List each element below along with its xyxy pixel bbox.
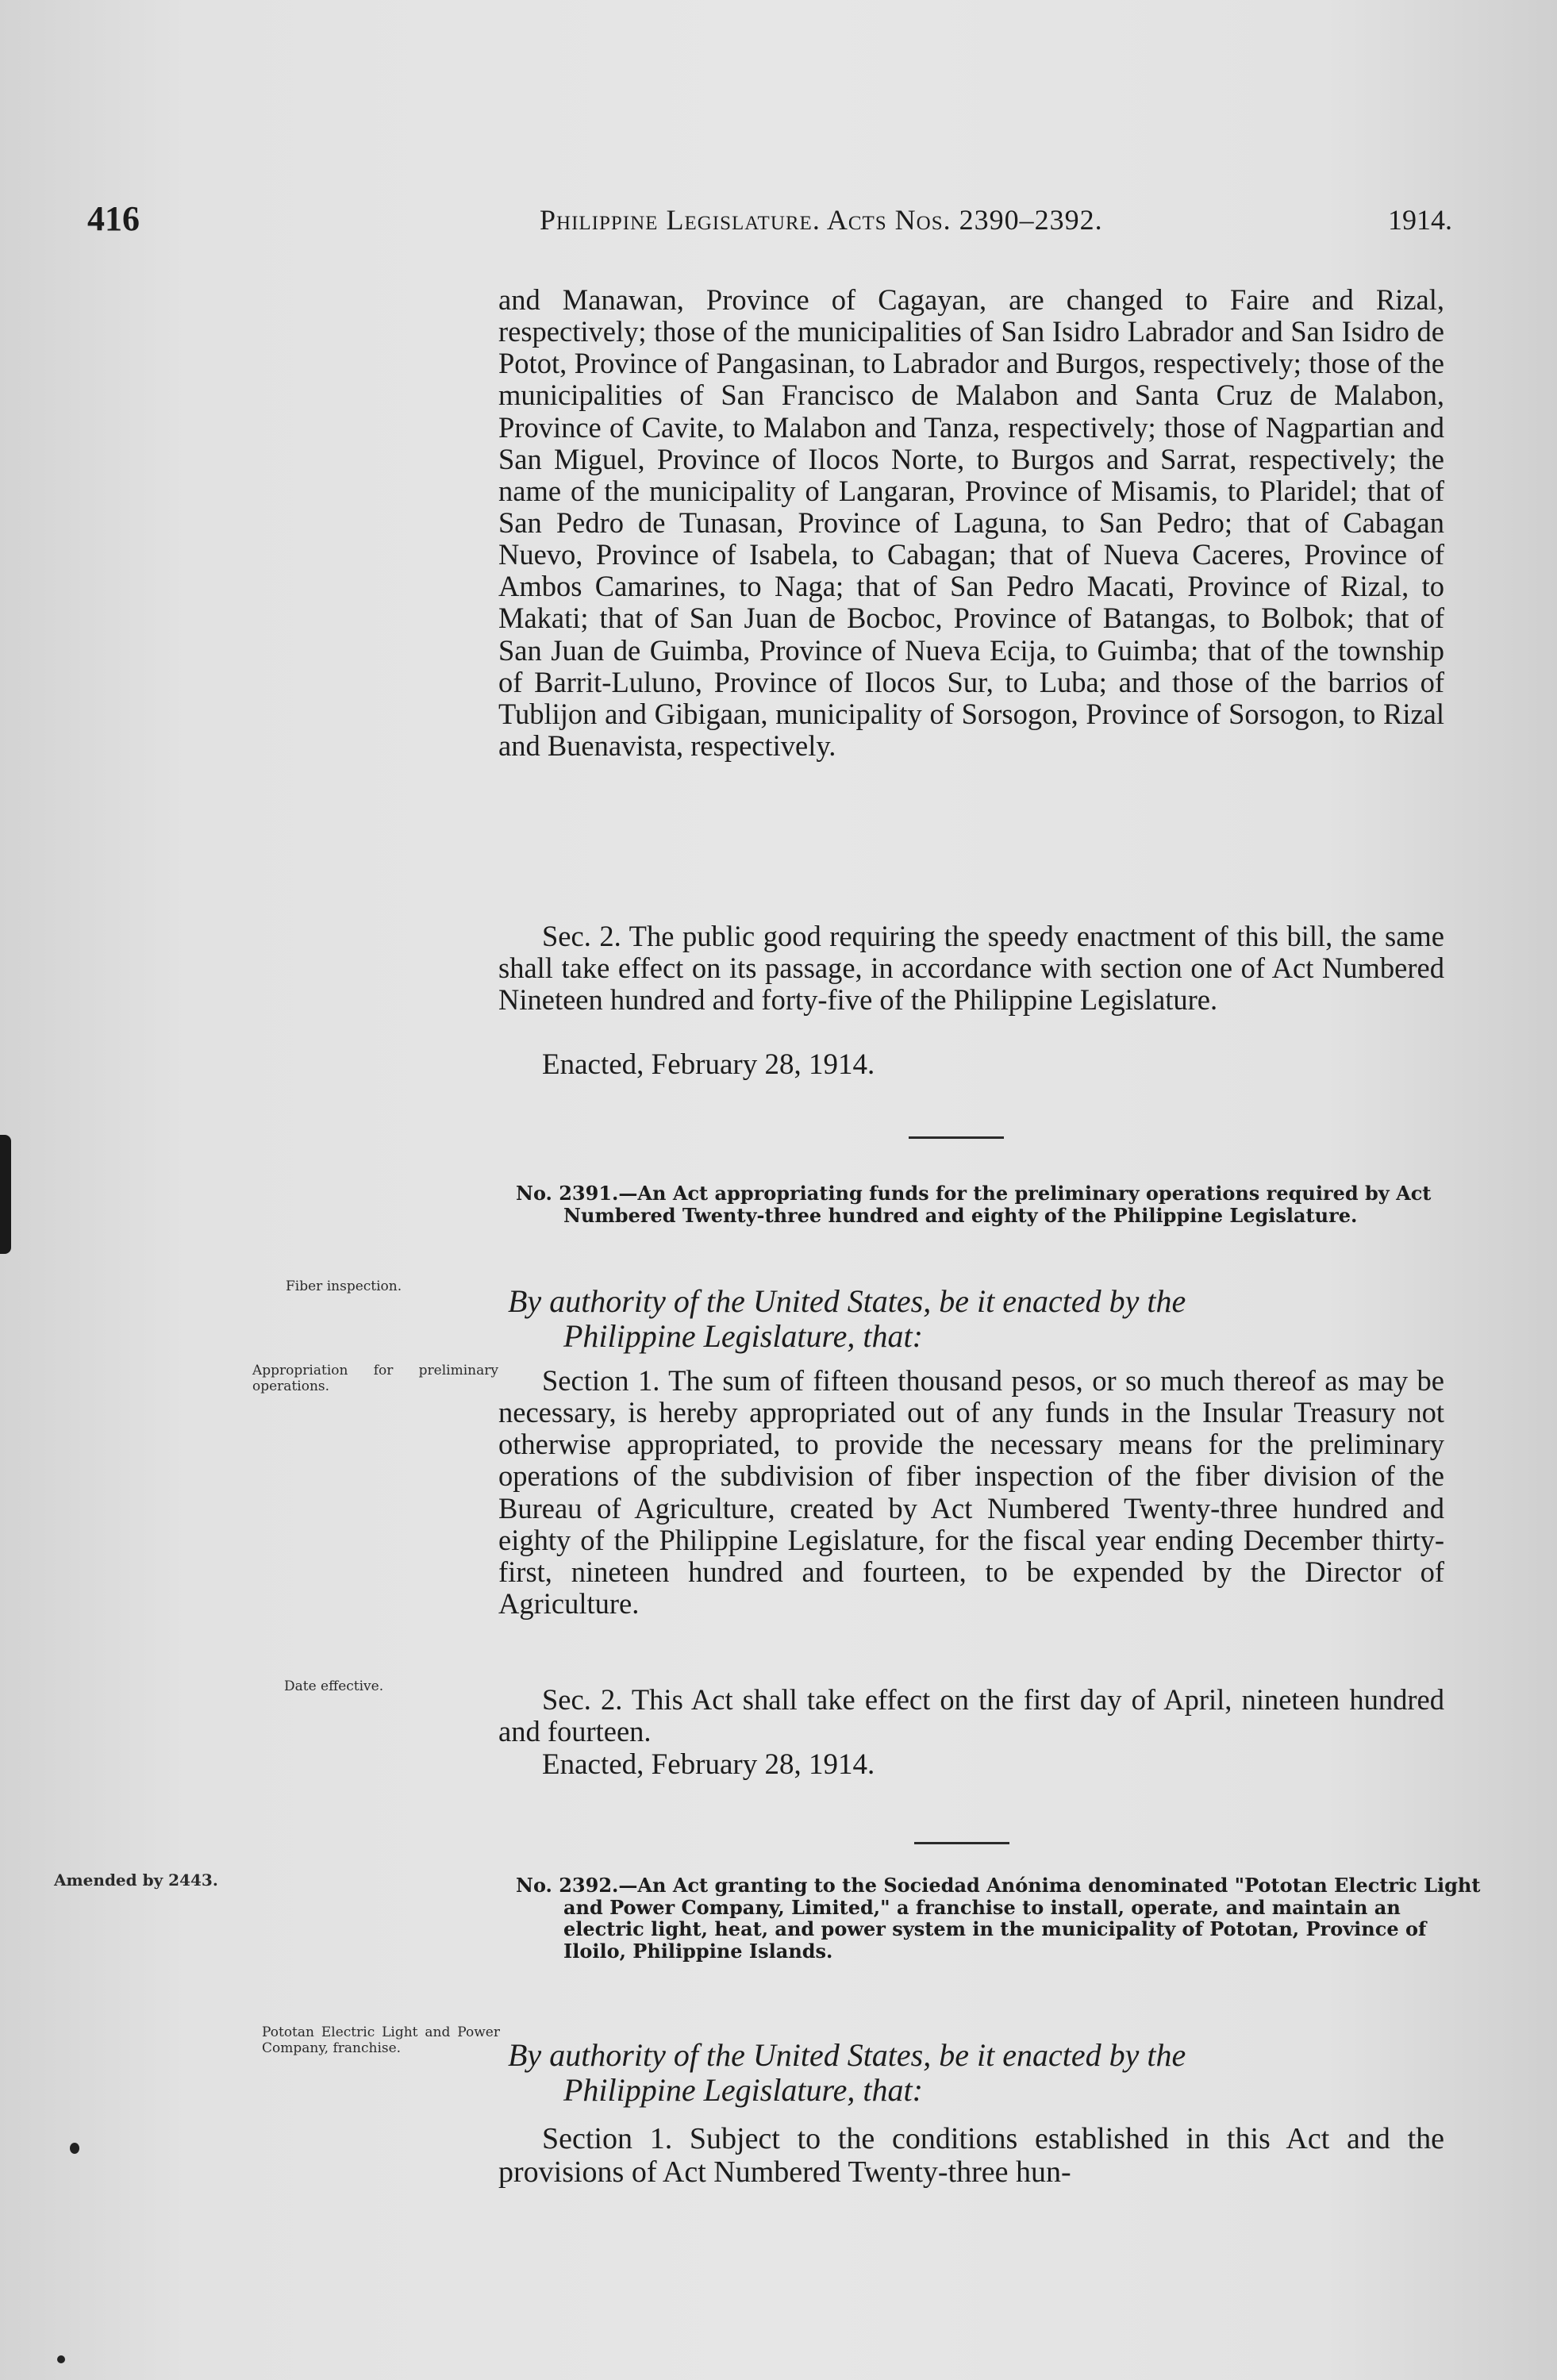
enacted-line: Enacted, February 28, 1914. xyxy=(542,1048,875,1081)
margin-note-amended: Amended by 2443. xyxy=(54,1871,218,1890)
margin-note-fiber: Fiber inspection. xyxy=(286,1278,402,1294)
enacting-clause xyxy=(508,1284,1432,1354)
section-divider xyxy=(909,1136,1004,1139)
enacting-clause-line2: Philippine Legislature, that: xyxy=(563,2072,923,2108)
enacting-clause-line1: By authority of the United States, be it enacted by the xyxy=(508,1283,1186,1319)
scan-speck xyxy=(70,2143,79,2154)
act-2391-section-2 xyxy=(498,1684,1444,1748)
section-text: Sec. 2. This Act shall take effect on the first day of April, nineteen hundred and fourteen. xyxy=(498,1683,1444,1748)
enacting-clause xyxy=(508,2038,1432,2108)
enacting-clause-line1: By authority of the United States, be it enacted by the xyxy=(508,2037,1186,2073)
margin-note-pototan: Pototan Electric Light and Power Company, franchise. xyxy=(262,2024,500,2056)
enacted-line: Enacted, February 28, 1914. xyxy=(542,1748,875,1781)
section-divider xyxy=(914,1842,1009,1844)
section-text: Sec. 2. The public good requiring the speedy enactment of this bill, the same shall take effect on its passage, in accordance with section one of Act Numbered Nineteen hundred and forty-five of the Philippine Legislature. xyxy=(498,920,1444,1017)
continuation-text: and Manawan, Province of Cagayan, are changed to Faire and Rizal, respectively; those of the municipalities of San Isidro Labrador and San Isidro de Potot, Province of Pangasinan, to Labrador and Burgos, respectively; those of the municipalities of San Francisco de Malabon and Santa Cruz de Malabon, Province of Cavite, to Malabon and Tanza, respectively; those of Nagpartian and San Miguel, Province of Ilocos Norte, to Burgos and Sarrat, respectively; the name of the municipality of Langaran, Province of Misamis, to Plaridel; that of San Pedro de Tunasan, Province of Laguna, to San Pedro; that of Cabagan Nuevo, Province of Isabela, to Cabagan; that of Nueva Caceres, Province of Ambos Camarines, to Naga; that of San Pedro Macati, Province of Rizal, to Makati; that of San Juan de Bocboc, Province of Batangas, to Bolbok; that of San Juan de Guimba, Province of Nueva Ecija, to Guimba; that of the township of Barrit-Luluno, Province of Ilocos Sur, to Luba; and those of the barrios of Tublijon and Gibigaan, municipality of Sorsogon, Province of Sorsogon, to Rizal and Buenavista, respectively. xyxy=(498,283,1444,762)
act-title-text: —An Act appropriating funds for the preliminary operations required by Act Numbered Twenty-three hundred and eighty of the Philippine Legislature. xyxy=(563,1182,1432,1227)
act-2392-section-1 xyxy=(498,2123,1444,2190)
continuation-paragraph xyxy=(498,284,1444,762)
scan-speck xyxy=(57,2355,65,2363)
page-header xyxy=(87,198,1452,246)
act-title-text: —An Act granting to the Sociedad Anónima denominated "Pototan Electric Light and Power Company, Limited," a franchise to install, operate, and maintain an electric light, heat, and power system in the municipality of Pototan, Province of Iloilo, Philippine Islands. xyxy=(563,1874,1481,1963)
page-number: 416 xyxy=(87,199,140,238)
running-head-year: 1914. xyxy=(1388,204,1452,236)
section-text: Section 1. The sum of fifteen thousand pesos, or so much thereof as may be necessary, is hereby appropriated out of any funds in the Insular Treasury not otherwise appropriated, to provide the necessary means for the preliminary operations of the subdivision of fiber inspection of the fiber division of the Bureau of Agriculture, created by Act Numbered Twenty-three hundred and eighty of the Philippine Legislature, for the fiscal year ending December thirty-first, nineteen hundred and fourteen, to be expended by the Director of Agriculture. xyxy=(498,1364,1444,1620)
act-2392-title xyxy=(516,1874,1484,1962)
scan-edge-mark xyxy=(0,1135,11,1254)
act-number: No. 2392. xyxy=(516,1874,619,1897)
margin-note-date: Date effective. xyxy=(284,1678,384,1694)
section-2-act-2390 xyxy=(498,921,1444,1016)
section-text: Section 1. Subject to the conditions established in this Act and the provisions of Act Numbered Twenty-three hun- xyxy=(498,2122,1444,2189)
act-2391-title xyxy=(516,1182,1484,1226)
act-2391-section-1 xyxy=(498,1365,1444,1620)
margin-note-appropriation: Appropriation for preliminary operations. xyxy=(252,1363,498,1394)
running-head: Philippine Legislature. Acts Nos. 2390–2392. xyxy=(540,204,1103,236)
enacting-clause-line2: Philippine Legislature, that: xyxy=(563,1318,923,1354)
act-number: No. 2391. xyxy=(516,1182,619,1205)
